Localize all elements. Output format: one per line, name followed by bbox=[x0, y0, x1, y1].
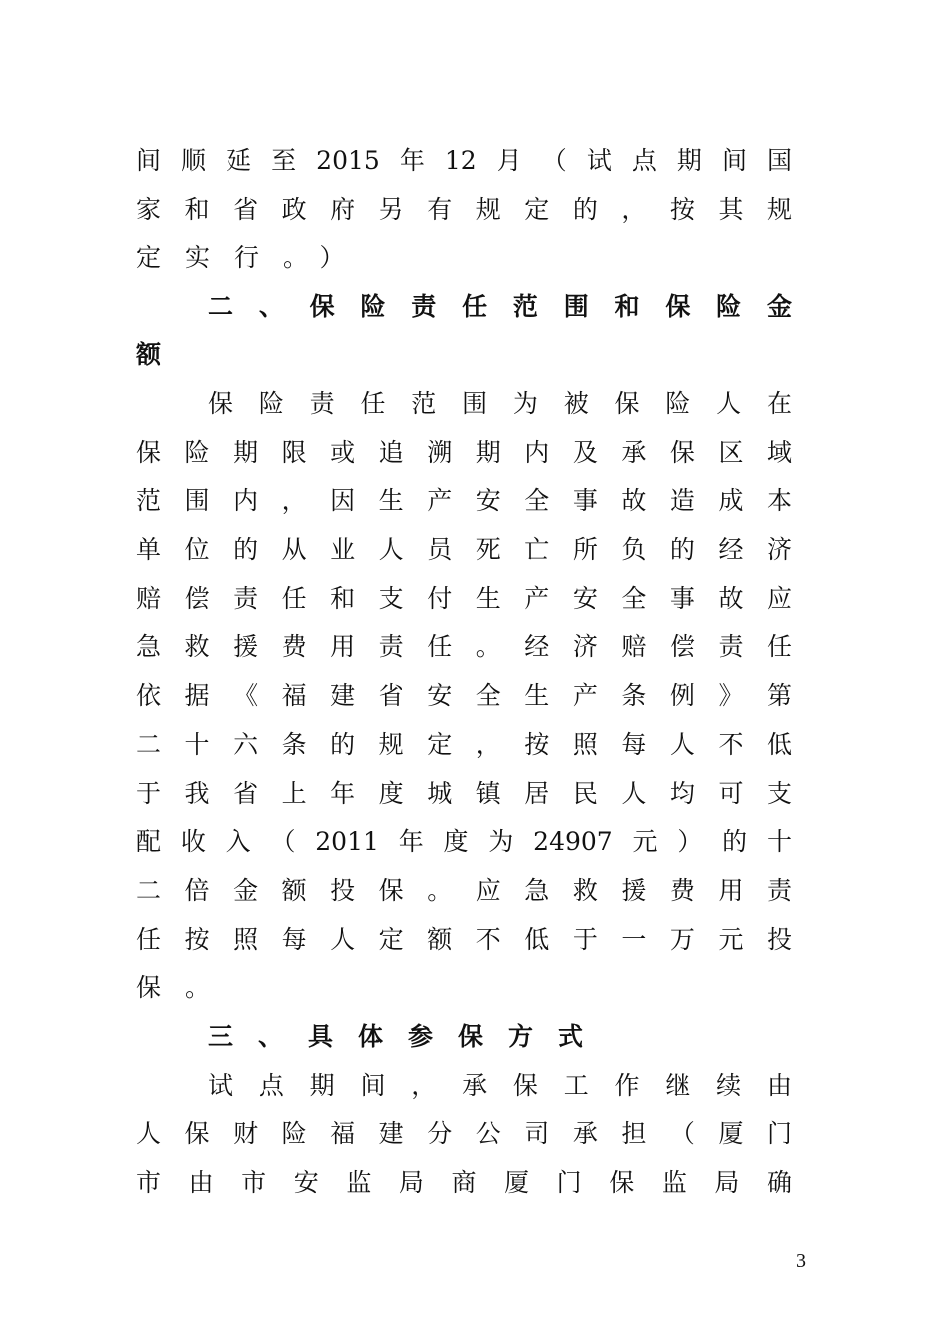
page-number: 3 bbox=[796, 1250, 806, 1272]
body-text-line: 保险责任范围为被保险人在 bbox=[208, 389, 792, 418]
body-text-line: 依据《福建省安全生产条例》第 bbox=[136, 681, 792, 710]
body-text-line: 保。 bbox=[136, 973, 235, 1002]
body-text-line: 间顺延至2015年12月（试点期间国 bbox=[136, 146, 792, 175]
body-text-line: 二倍金额投保。应急救援费用责 bbox=[136, 876, 792, 905]
body-text-line: 任按照每人定额不低于一万元投 bbox=[136, 925, 792, 954]
body-text-line: 范围内，因生产安全事故造成本 bbox=[136, 486, 792, 515]
section-heading: 额 bbox=[136, 340, 186, 369]
body-text-line: 市由市安监局商厦门保监局确 bbox=[136, 1168, 792, 1197]
body-text-line: 人保财险福建分公司承担（厦门 bbox=[136, 1119, 792, 1148]
body-text-line: 家和省政府另有规定的，按其规 bbox=[136, 195, 792, 224]
body-text-line: 定实行。） bbox=[136, 243, 369, 272]
body-text-line: 赔偿责任和支付生产安全事故应 bbox=[136, 584, 792, 613]
section-heading: 二、保险责任范围和保险金 bbox=[208, 292, 792, 321]
body-text-line: 二十六条的规定，按照每人不低 bbox=[136, 730, 792, 759]
body-text-line: 急救援费用责任。经济赔偿责任 bbox=[136, 632, 792, 661]
body-text-line: 试点期间，承保工作继续由 bbox=[208, 1071, 792, 1100]
body-text-line: 于我省上年度城镇居民人均可支 bbox=[136, 779, 792, 808]
body-text-line: 配收入（2011年度为24907元）的十 bbox=[136, 827, 792, 856]
body-text-line: 单位的从业人员死亡所负的经济 bbox=[136, 535, 792, 564]
body-text-line: 保险期限或追溯期内及承保区域 bbox=[136, 438, 792, 467]
section-heading: 三、具体参保方式 bbox=[208, 1022, 609, 1051]
